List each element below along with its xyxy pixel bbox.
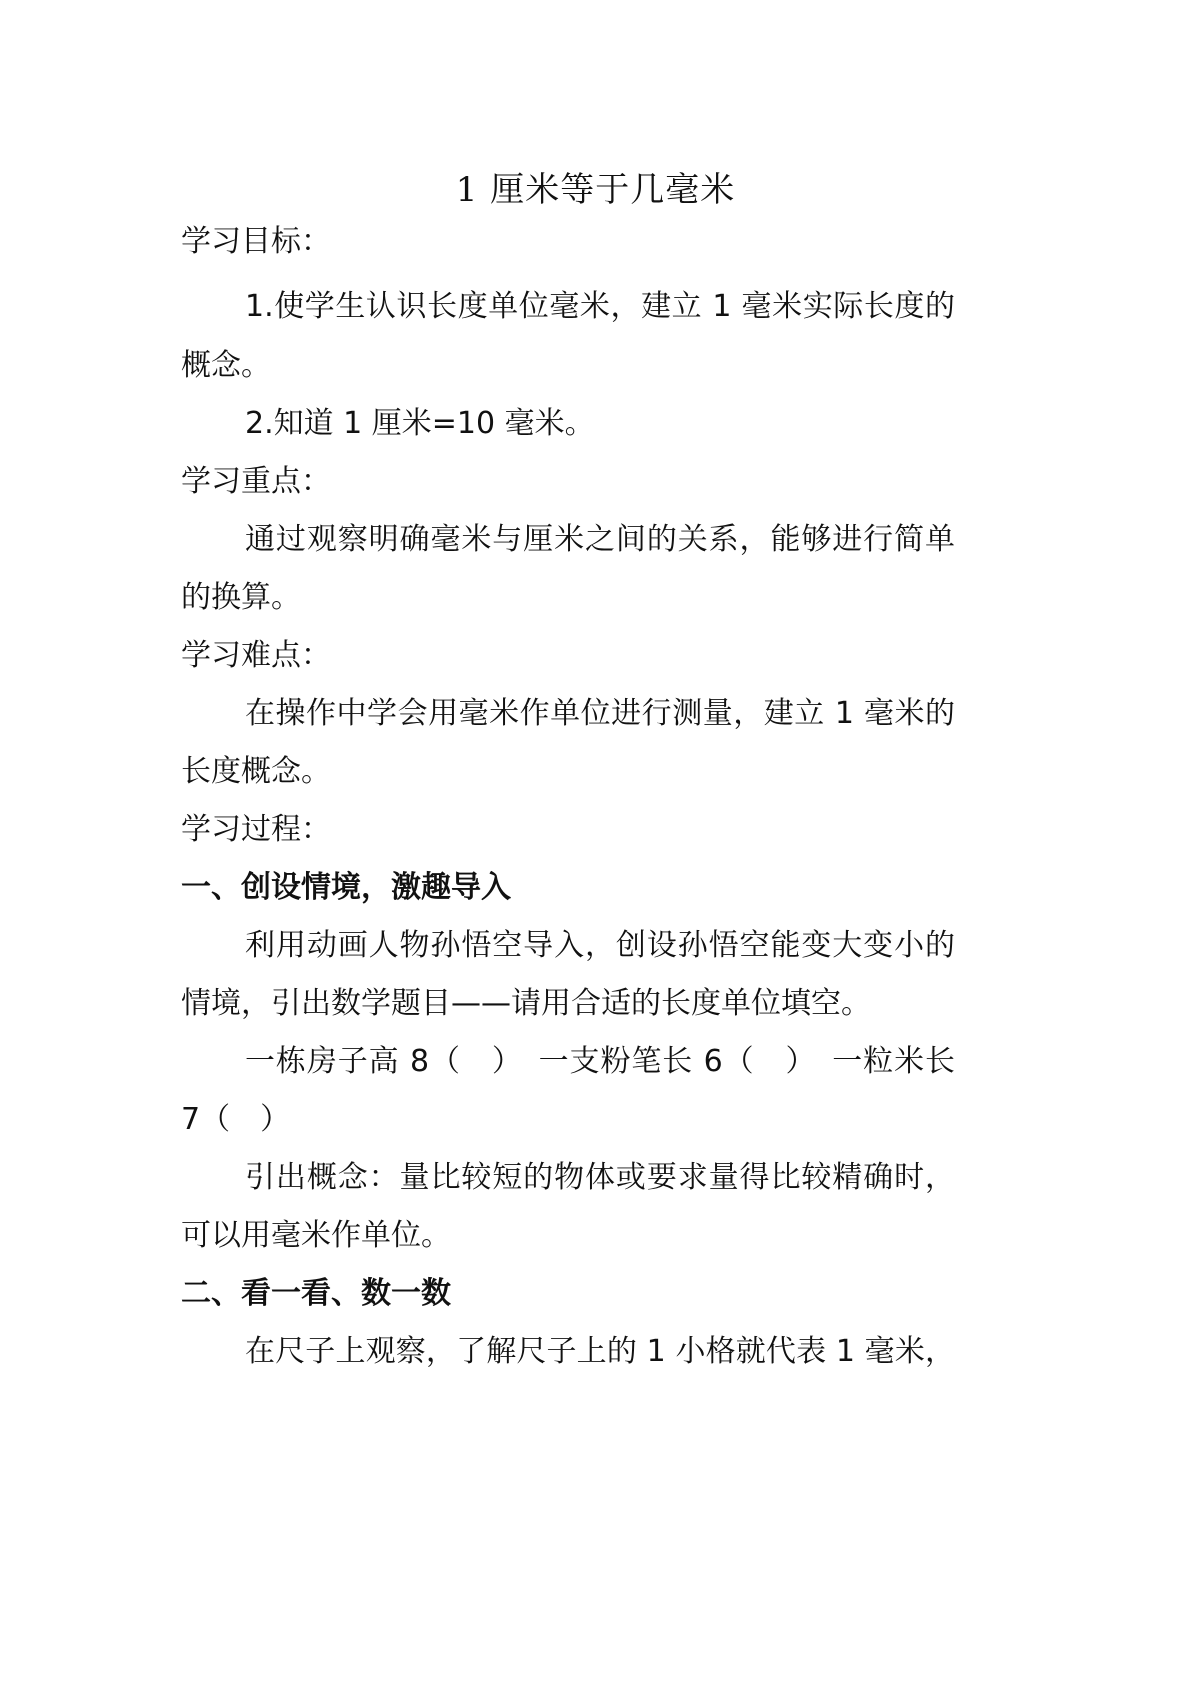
key-point-line-1: 通过观察明确毫米与厘米之间的关系，能够进行简单 [245,522,955,557]
difficulty-line-1: 在操作中学会用毫米作单位进行测量，建立 1 毫米的 [245,696,955,731]
concept-line-2: 可以用毫米作单位。 [181,1218,451,1253]
concept-line-1: 引出概念：量比较短的物体或要求量得比较精确时， [245,1160,955,1195]
section-label-process: 学习过程： [181,812,331,847]
section-heading-2: 二、看一看、数一数 [181,1276,451,1311]
key-point-line-2: 的换算。 [181,580,301,615]
goal-1-line-1: 1.使学生认识长度单位毫米，建立 1 毫米实际长度的 [245,289,955,324]
section-label-difficulties: 学习难点： [181,638,331,673]
fill-in-exercise-line-1: 一栋房子高 8（ ） 一支粉笔长 6（ ） 一粒米长 [245,1044,955,1079]
document-title: 1 厘米等于几毫米 [455,170,736,210]
section-label-key-points: 学习重点： [181,464,331,499]
goal-2: 2.知道 1 厘米=10 毫米。 [245,406,595,441]
section-1-para-1-line-2: 情境，引出数学题目——请用合适的长度单位填空。 [181,986,871,1021]
section-label-learning-goals: 学习目标： [181,224,331,259]
section-heading-1: 一、创设情境，激趣导入 [181,870,511,905]
section-1-para-1-line-1: 利用动画人物孙悟空导入，创设孙悟空能变大变小的 [245,928,955,963]
fill-in-exercise-line-2: 7（ ） [181,1102,291,1137]
section-2-para-1-line-1: 在尺子上观察，了解尺子上的 1 小格就代表 1 毫米， [245,1334,955,1369]
difficulty-line-2: 长度概念。 [181,754,331,789]
goal-1-line-2: 概念。 [181,348,271,383]
